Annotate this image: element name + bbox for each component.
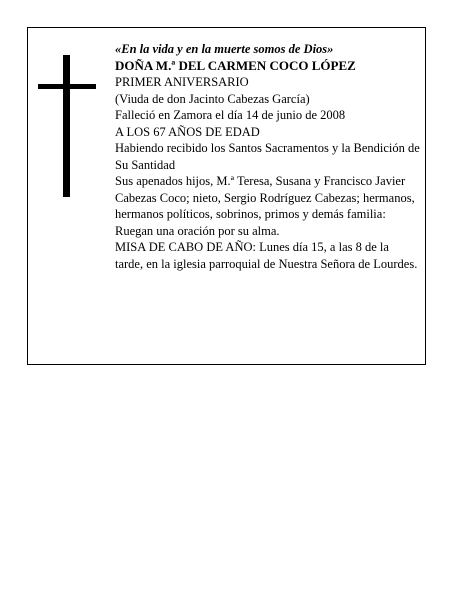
death-date-line: Falleció en Zamora el día 14 de junio de 2008 xyxy=(115,108,346,122)
sacraments-line: Habiendo recibido los Santos Sacramentos y la Bendición de Su Santidad xyxy=(115,141,420,172)
family-line: Sus apenados hijos, M.ª Teresa, Susana y Francisco Javier Cabezas Coco; nieto, Sergio Rodríguez Cabezas; hermanos, hermanos políticos, sobrinos, primos y demás familia: xyxy=(115,174,415,221)
deceased-name: DOÑA M.ª DEL CARMEN COCO LÓPEZ xyxy=(115,57,356,73)
age-line: A LOS 67 AÑOS DE EDAD xyxy=(115,124,260,139)
anniversary-line: PRIMER ANIVERSARIO xyxy=(115,75,249,89)
cross-vertical-bar xyxy=(63,55,70,197)
prayer-line: Ruegan una oración por su alma. xyxy=(115,223,280,238)
motto: «En la vida y en la muerte somos de Dios» xyxy=(115,42,334,56)
obituary-text xyxy=(115,41,420,272)
mass-line: MISA DE CABO DE AÑO: Lunes día 15, a las 8 de la tarde, en la iglesia parroquial de Nuestra Señora de Lourdes. xyxy=(115,240,418,271)
cross-icon xyxy=(38,55,96,197)
cross-horizontal-bar xyxy=(38,84,96,89)
widow-of-line: (Viuda de don Jacinto Cabezas García) xyxy=(115,91,310,106)
